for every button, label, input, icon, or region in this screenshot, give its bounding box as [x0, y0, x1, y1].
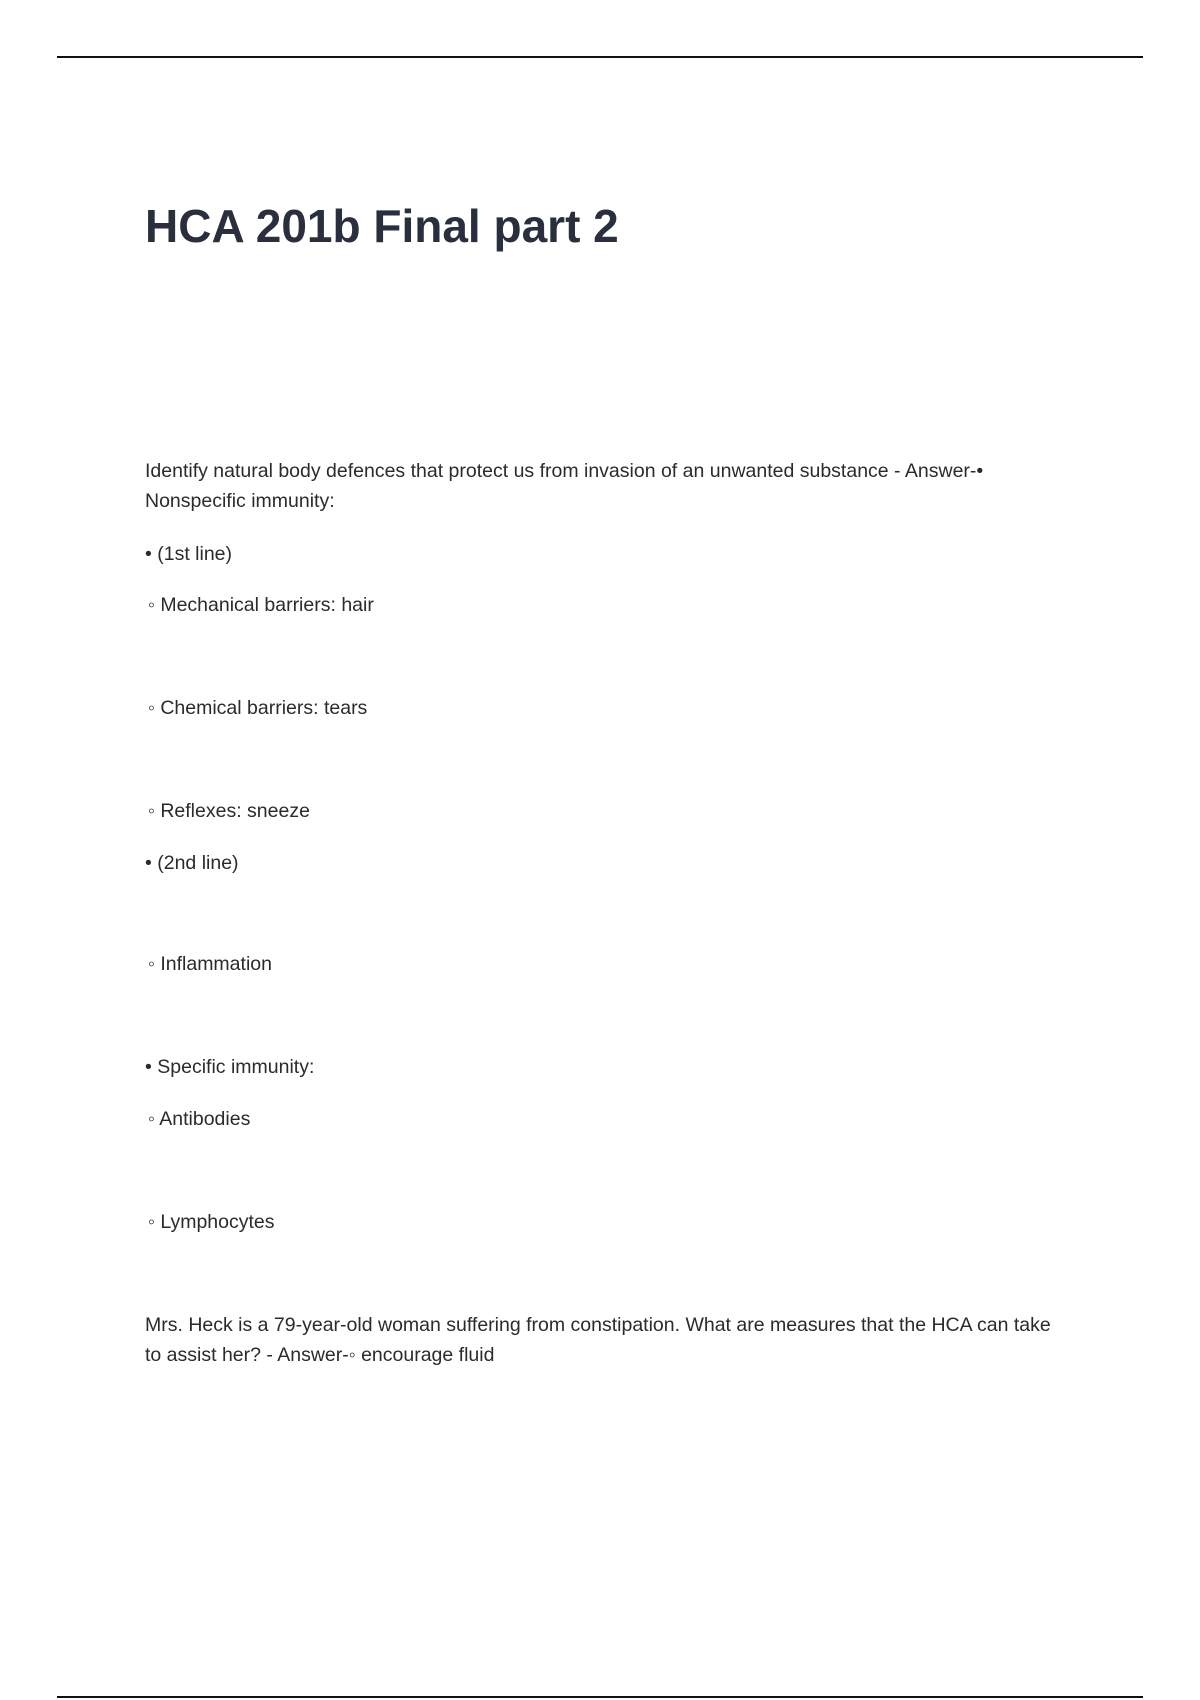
list-item-reflexes: ◦ Reflexes: sneeze [148, 800, 310, 822]
list-item-mechanical-barriers: ◦ Mechanical barriers: hair [148, 594, 374, 616]
list-item-second-line: • (2nd line) [145, 852, 239, 874]
list-item-inflammation: ◦ Inflammation [148, 953, 272, 975]
list-item-antibodies: ◦ Antibodies [148, 1108, 251, 1130]
list-item-specific-immunity: • Specific immunity: [145, 1056, 315, 1078]
bottom-rule [57, 1696, 1143, 1698]
list-item-chemical-barriers: ◦ Chemical barriers: tears [148, 697, 368, 719]
list-item-lymphocytes: ◦ Lymphocytes [148, 1211, 275, 1233]
list-item-first-line: • (1st line) [145, 543, 233, 565]
question-1-text: Identify natural body defences that protect us from invasion of an unwanted substance - Answer-• Nonspecific immunity: [145, 460, 984, 512]
question-2-text: Mrs. Heck is a 79-year-old woman suffering from constipation. What are measures that the HCA can take to assist her? - Answer-◦ encourage fluid [145, 1314, 1051, 1366]
top-rule [57, 56, 1143, 58]
document-title: HCA 201b Final part 2 [145, 200, 619, 252]
